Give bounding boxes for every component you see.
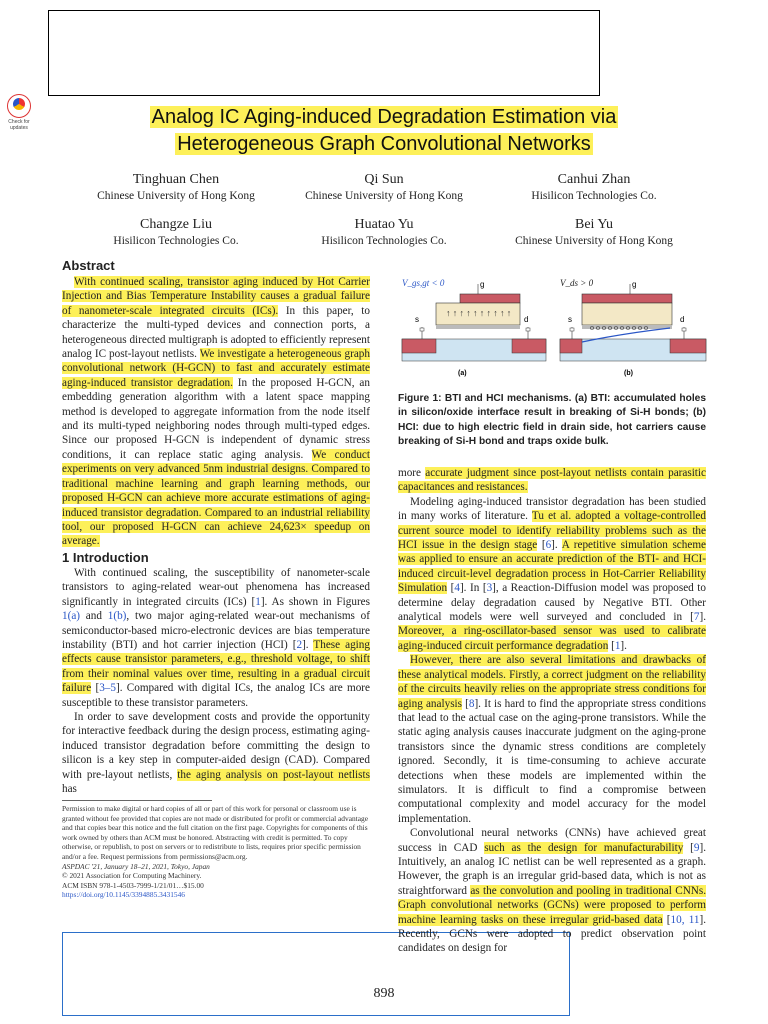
author-affiliation: Hisilicon Technologies Co. [531,190,657,202]
citation-link[interactable]: 6 [545,539,552,552]
citation-link[interactable]: 1 [255,595,261,608]
author-block [494,171,694,204]
intro-text: In order to save development costs and provide the opportunity for interactive feedback during the design process, estimating aging-induced transistor degradation before committing the design to silicon is a key step in computer-aided design (CAD). Compared with pre-layout netlists, [62,711,370,781]
footnote-rule [62,800,212,801]
body-text: ]. It is hard to find the appropriate stress conditions that lead to the actual case on the aging-prone transistors. While the static aging analysis causes inaccurate judgment on the aging-prone transistors since the dynamic stress conditions are completely ignored. Secondly, it is time-consuming to achieve accurate detections when these models are implemented within the simulators. It is difficult to find a compromise between computational complexity and model accuracy for the model implementation. [398,697,706,825]
body-text: [ [537,539,546,552]
highlight-span: accurate judgment since post-layout netlists contain parasitic capacitances and resistances. [398,467,706,494]
body-text: [ [662,913,671,926]
body-text: [ [683,841,694,854]
intro-text: [ [91,682,100,695]
figure-panel-b [560,278,706,377]
section-heading-introduction: 1 Introduction [62,550,149,565]
title-line-1: Analog IC Aging-induced Degradation Estimation via [151,106,617,128]
bti-voltage-label: V_gs,gt < 0 [402,278,445,288]
intro-text: ]. As shown in Figures [260,595,370,608]
highlight-span: We conduct experiments on very advanced 5nm industrial designs. Compared to traditional machine learning and graph learning methods, our proposed H-GCN can achieve more accurate estimations of aging-induced transistor degradation. Compared to an industrial reliability tool, our proposed H-GCN can achieve 24,623× speedup on average. [62,448,370,548]
figure-ref-link[interactable]: 1(b) [107,610,127,623]
introduction-body [62,566,370,797]
author-affiliation: Hisilicon Technologies Co. [321,235,447,247]
citation-link[interactable]: 4 [454,582,460,595]
highlight-span: the aging analysis on post-layout netlists [177,768,370,781]
gate-label-b: g [632,280,637,289]
copyright-footnote [62,800,372,900]
body-text: ], a Reaction-Diffusion model was proposed to determine delay degradation caused by Negative BTI. Other analytical models were well surveyed and concluded in [ [398,582,706,624]
abstract-heading: Abstract [62,258,115,273]
author-name: Bei Yu [575,217,613,232]
figure-panel-a [402,278,546,377]
abstract-text: In this paper, to characterize the multi-typed devices and connection ports, a heterogeneous directed multigraph is adopted to efficiently represent analog IC post-layout netlists. [62,304,370,361]
page-number: 898 [373,986,395,1001]
citation-link[interactable]: 10, 11 [670,913,700,926]
panel-b-label: (b) [624,370,633,377]
body-text: ]. [620,639,627,652]
author-affiliation: Chinese University of Hong Kong [97,190,255,202]
gate-label-a: g [480,280,485,289]
figure-1-caption: Figure 1: BTI and HCI mechanisms. (a) BTI: accumulated holes in silicon/oxide interface result in breaking of Si-H bonds; (b) HCI: due to high electric field in drain side, hot carriers cause breaking of Si-H bond and traps oxide bulk. [398,393,706,448]
highlight-span: We investigate a heterogeneous graph convolutional network (H-GCN) to fast and accurately estimate aging-induced transistor degradation. [62,348,370,389]
intro-text: ]. [302,639,314,652]
abstract-body [62,275,370,549]
svg-text:↑ ↑ ↑ ↑ ↑ ↑ ↑ ↑ ↑ ↑: ↑ ↑ ↑ ↑ ↑ ↑ ↑ ↑ ↑ ↑ [446,308,512,318]
body-text: ]. In [ [459,582,487,595]
source-label-b: s [568,315,572,324]
badge-label: Check for updates [8,119,30,131]
permission-notice: Permission to make digital or hard copies of all or part of this work for personal or classroom use is granted without fee provided that copies are not made or distributed for profit or commercial advantage and that copies bear this notice and the full citation on the first page. Copyrights for components of this work owned by others than ACM must be honored. Abstracting with credit is permitted. To copy otherwise, or republish, to post on servers or to redistribute to lists, requires prior specific permission and/or a fee. Request permissions from permissions@acm.org. [62,804,368,861]
paper-title [0,104,768,158]
highlight-span: as the convolution and pooling in traditional CNNs. Graph convolutional networks (GCNs) were proposed to perform machine learning tasks on these irregular grid-based data [398,884,706,926]
right-column-body [398,466,706,956]
highlight-span: A repetitive simulation scheme was applied to ensure an accurate prediction of the BTI- and HCI-induced circuit-level degradation process in Hot-Carrier Reliability Simulation [398,539,706,595]
figure-ref-link[interactable]: 1(a) [62,610,81,623]
intro-text: With continued scaling, the susceptibility of nanometer-scale transistors to aging-related wear-out phenomena has increased significantly in integrated circuits (ICs) [ [62,567,370,608]
body-text: Modeling aging-induced transistor degradation has been studied in many works of literature. [398,495,706,523]
author-block [76,216,276,249]
body-text: [ [462,697,469,710]
highlight-span: Moreover, a ring-oscillator-based sensor was used to calibrate aging-induced circuit performance degradation [398,625,706,652]
citation-link[interactable]: 2 [296,639,303,652]
panel-a-label: (a) [458,370,467,377]
author-name: Changze Liu [140,217,212,232]
citation-link[interactable]: 3 [486,582,493,595]
author-name: Qi Sun [364,172,404,187]
body-text: ]. [699,611,706,624]
doi-link[interactable]: https://doi.org/10.1145/3394885.3431546 [62,890,185,900]
title-line-2: Heterogeneous Graph Convolutional Networks [177,133,591,155]
author-block [284,216,484,249]
body-text: [ [608,639,615,652]
author-block [284,171,484,204]
highlight-span: Tu et al. adopted a voltage-controlled current source model to identify reliability problems such as the HCI issue in the design stage [398,510,706,552]
citation-link[interactable]: 7 [693,611,700,624]
citation-link[interactable]: 1 [614,639,621,652]
svg-text:o o o o o o o o o o: o o o o o o o o o o [590,323,648,332]
author-name: Huatao Yu [354,217,414,232]
body-text: ]. [551,539,562,552]
author-block [76,171,276,204]
figure-1-diagram [398,272,708,382]
author-affiliation: Chinese University of Hong Kong [305,190,463,202]
conference-info: ASPDAC '21, January 18–21, 2021, Tokyo, Japan [62,861,210,871]
drain-label-a: d [524,315,529,324]
hci-voltage-label: V_ds > 0 [560,278,594,288]
citation-link[interactable]: 8 [468,697,475,710]
isbn-line: ACM ISBN 978-1-4503-7999-1/21/01…$15.00 [62,880,204,890]
highlight-span: With continued scaling, transistor aging induced by Hot Carrier Injection and Bias Temperature Instability causes a gradual failure of nanometer-scale integrated circuits (ICs). [62,276,370,317]
body-text: ]. Recently, GCNs were adopted to predict observation point candidates on design for [398,913,707,955]
intro-text: ]. Compared with digital ICs, the analog ICs are more susceptible to these transistor parameters. [62,682,370,709]
source-label-a: s [415,315,419,324]
body-text: [ [447,582,455,595]
author-name: Canhui Zhan [557,172,631,187]
abstract-text: In the proposed H-GCN, an embedding generation algorithm with a latent space mapping method is developed to aggregate information from the node itself and its multi-typed neighboring nodes through multi-typed edges. Since our proposed H-GCN is independent of dynamic stress conditions, it can replace static aging analysis. [62,376,370,461]
copyright-line: © 2021 Association for Computing Machinery. [62,871,202,881]
body-text: ]. Intuitively, an analog IC netlist can be well represented as a graph. However, the graph is an irregular grid-based data, which is not as straightforward [398,841,706,897]
author-affiliation: Hisilicon Technologies Co. [113,235,239,247]
top-frame-box [48,10,600,96]
citation-link[interactable]: 3–5 [99,682,116,695]
body-text: Convolutional neural networks (CNNs) have achieved great success in CAD [398,827,706,854]
highlight-span: such as the design for manufacturability [484,841,684,854]
author-affiliation: Chinese University of Hong Kong [515,235,673,247]
author-block [494,216,694,249]
citation-link[interactable]: 9 [693,841,700,854]
highlight-span: These aging effects cause transistor parameters, e.g., threshold voltage, to shift from their nominal values over time, resulting in a gradual circuit failure [62,639,370,695]
intro-text: and [80,610,108,623]
body-text: more [398,467,426,479]
highlight-span: However, there are also several limitations and drawbacks of these analytical models. Firstly, a correct judgment on the reliability of the circuits heavily relies on the appropriate stress conditions for aging analysis [398,654,706,710]
intro-text: has [62,783,77,796]
author-name: Tinghuan Chen [132,172,220,187]
intro-text: , two major aging-related wear-out mechanisms of semiconductor-based micro-electronic devices are bias temperature instability (BTI) and hot carrier injection (HCI) [ [62,610,371,652]
drain-label-b: d [680,315,685,324]
